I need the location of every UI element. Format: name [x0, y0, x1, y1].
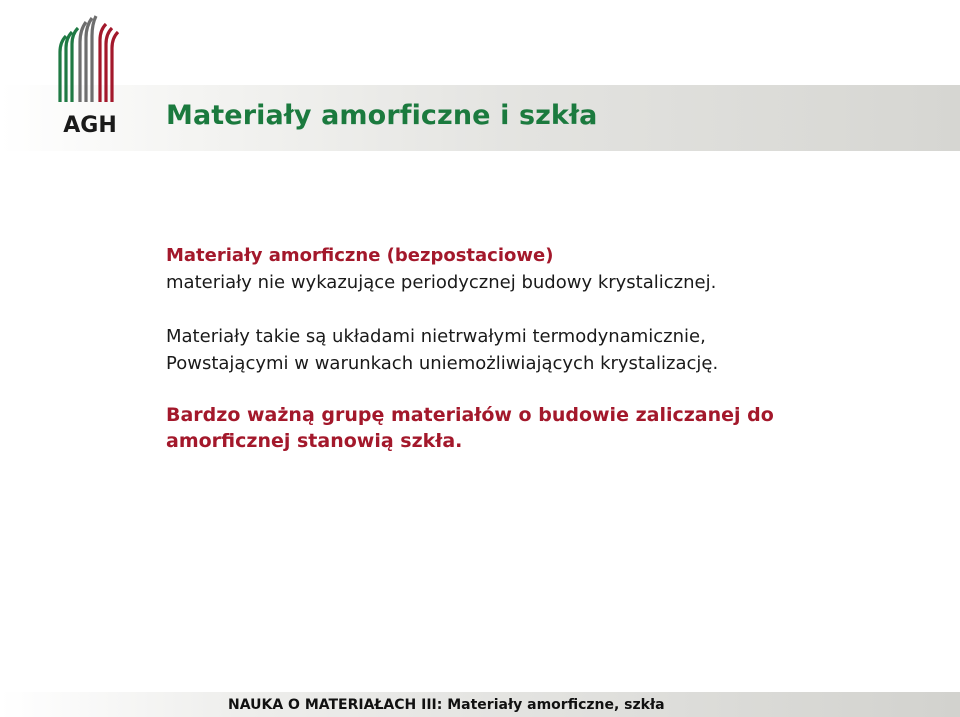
- emphasis-line-1: Bardzo ważną grupę materiałów o budowie zaliczanej do: [166, 404, 774, 426]
- logo-text: AGH: [63, 113, 117, 136]
- footer-text: NAUKA O MATERIAŁACH III: Materiały amorficzne, szkła: [228, 697, 665, 713]
- agh-logo-icon: [50, 12, 130, 136]
- definition-text: materiały nie wykazujące periodycznej budowy krystalicznej.: [166, 272, 717, 293]
- slide-content: [166, 242, 936, 454]
- paragraph-line-1: Materiały takie są układami nietrwałymi termodynamicznie,: [166, 326, 706, 347]
- emphasis-line-2: amorficznej stanowią szkła.: [166, 430, 463, 452]
- slide-title: Materiały amorficzne i szkła: [166, 100, 598, 131]
- paragraph-line-2: Powstającymi w warunkach uniemożliwiających krystalizację.: [166, 353, 719, 374]
- amorphous-heading: Materiały amorficzne (bezpostaciowe): [166, 245, 554, 266]
- agh-logo: [50, 12, 130, 136]
